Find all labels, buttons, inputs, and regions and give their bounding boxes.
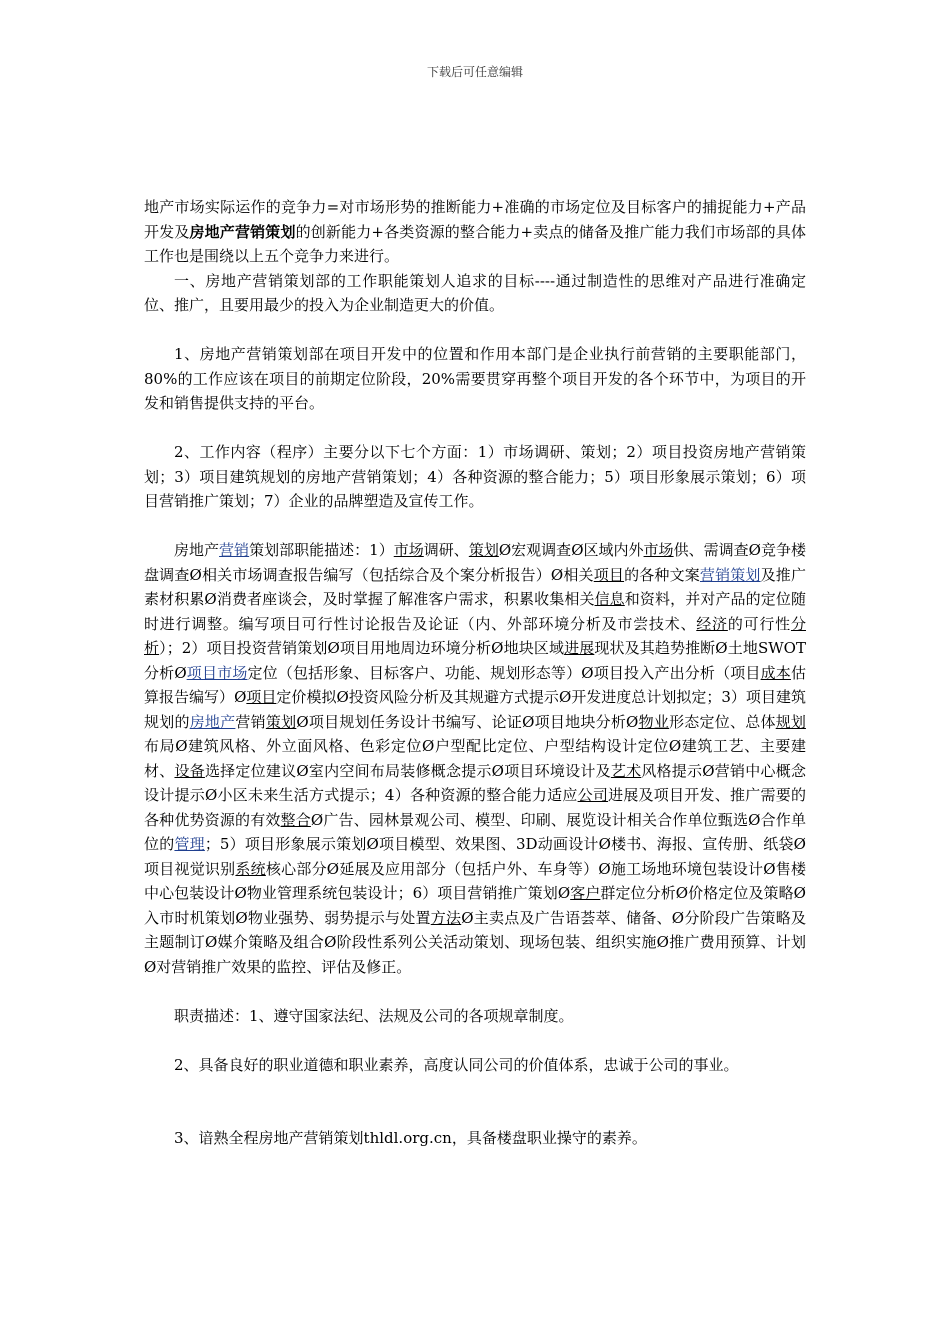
link-guihua[interactable]: 规划 [775,712,806,731]
link-cehua[interactable]: 策划 [468,541,499,559]
link-fangfa[interactable]: 方法 [430,908,462,927]
link-fenxi[interactable]: 分析 [144,614,806,657]
link-xinxi[interactable]: 信息 [594,590,625,608]
duty-3-paragraph: 3、谙熟全程房地产营销策划thldl.org.cn，具备楼盘职业操守的素养。 [174,1129,647,1147]
section-1-paragraph: 一、房地产营销策划部的工作职能策划人追求的目标----通过制造性的思维对产品进行准确定位、推广，且要用最少的投入为企业制造更大的价值。 [144,271,806,314]
link-gongsi[interactable]: 公司 [577,786,609,804]
link-fangdichan[interactable]: 房地产 [189,712,236,731]
link-jinzhan[interactable]: 进展 [564,639,595,657]
link-kehu[interactable]: 客户 [570,884,601,902]
link-wuye[interactable]: 物业 [638,712,670,731]
item-1-paragraph: 1、房地产营销策划部在项目开发中的位置和作用本部门是企业执行前营销的主要职能部门，80%的工作应该在项目的前期定位阶段，20%需要贯穿再整个项目开发的各个环节中，为项目的开发和销售提供支持的平台。 [144,345,806,412]
bold-keyword: 房地产营销策划 [189,222,296,241]
intro-paragraph: 地产市场实际运作的竞争力=对市场形势的推断能力+准确的市场定位及目标客户的捕捉能力+产品开发及房地产营销策划的创新能力+各类资源的整合能力+卖点的储备及推广能力我们市场部的具体工作也是围绕以上五个竞争力来进行。 [144,198,806,265]
link-yingxiao-cehua[interactable]: 营销策划 [699,565,761,584]
link-yishu[interactable]: 艺术 [610,761,642,780]
link-shebei[interactable]: 设备 [174,761,205,780]
duty-1-paragraph: 职责描述：1、遵守国家法纪、法规及公司的各项规章制度。 [174,1006,574,1025]
link-shichang[interactable]: 市场 [393,541,424,559]
link-xiangmu[interactable]: 项目 [593,565,625,584]
link-zhenghe[interactable]: 整合 [280,810,311,829]
link-yingxiao[interactable]: 营销 [219,541,250,559]
link-jingji[interactable]: 经济 [696,614,728,633]
link-xiangmu-2[interactable]: 项目 [246,688,277,706]
item-2-paragraph: 2、工作内容（程序）主要分以下七个方面：1）市场调研、策划；2）项目投资房地产营销策划；3）项目建筑规划的房地产营销策划；4）各种资源的整合能力；5）项目形象展示策划；6）项目营销推广策划；7）企业的品牌塑造及宣传工作。 [144,443,806,510]
duty-2-paragraph: 2、具备良好的职业道德和职业素养，高度认同公司的价值体系，忠诚于公司的事业。 [174,1055,739,1074]
link-cehua-2[interactable]: 策划 [265,712,297,731]
link-shichang-2[interactable]: 市场 [643,541,674,559]
link-xitong[interactable]: 系统 [235,859,266,878]
document-body [144,195,806,1151]
link-chengben[interactable]: 成本 [760,663,791,682]
page-header: 下载后可任意编辑 [426,65,523,79]
link-guanli[interactable]: 管理 [174,835,205,853]
job-description-paragraph: 房地产营销策划部职能描述：1）市场调研、策划Ø宏观调查Ø区域内外市场供、需调查Ø竞争楼盘调查Ø相关市场调查报告编写（包括综合及个案分析报告）Ø相关项目的各种文案营销策划及推广素材积累Ø消费者座谈会，及时掌握了解准客户需求，积累收集相关信息和资料，并对产品的定位随时进行调整。编写项目可行性讨论报告及论证（内、外部环境分析及市尝技术、经济的可行性分析）；2）项目投资营销策划Ø项目用地周边环境分析Ø地块区域进展现状及其趋势推断Ø土地SWOT分析Ø项目市场定位（包括形象、目标客户、功能、规划形态等）Ø项目投入产出分析（项目成本估算报告编写）Ø项目定价模拟Ø投资风险分析及其规避方式提示Ø开发进度总计划拟定；3）项目建筑规划的房地产营销策划Ø项目规划任务设计书编写、论证Ø项目地块分析Ø物业形态定位、总体规划布局Ø建筑风格、外立面风格、色彩定位Ø户型配比定位、户型结构设计定位Ø建筑工艺、主要建材、设备选择定位建议Ø室内空间布局装修概念提示Ø项目环境设计及艺术风格提示Ø营销中心概念设计提示Ø小区未来生活方式提示；4）各种资源的整合能力适应公司进展及项目开发、推广需要的各种优势资源的有效整合Ø广告、园林景观公司、模型、印刷、展览设计相关合作单位甄选Ø合作单位的管理；5）项目形象展示策划Ø项目模型、效果图、3D动画设计Ø楼书、海报、宣传册、纸袋Ø项目视觉识别系统核心部分Ø延展及应用部分（包括户外、车身等）Ø施工场地环境包装设计Ø售楼中心包装设计Ø物业管理系统包装设计；6）项目营销推广策划Ø客户群定位分析Ø价格定位及策略Ø入市时机策划Ø物业强势、弱势提示与处置方法Ø主卖点及广告语荟萃、储备、Ø分阶段广告策略及主题制订Ø媒介策略及组合Ø阶段性系列公关活动策划、现场包装、组织实施Ø推广费用预算、计划Ø对营销推广效果的监控、评估及修正。 [144,541,806,976]
link-xiangmu-shichang[interactable]: 项目市场 [186,663,248,682]
